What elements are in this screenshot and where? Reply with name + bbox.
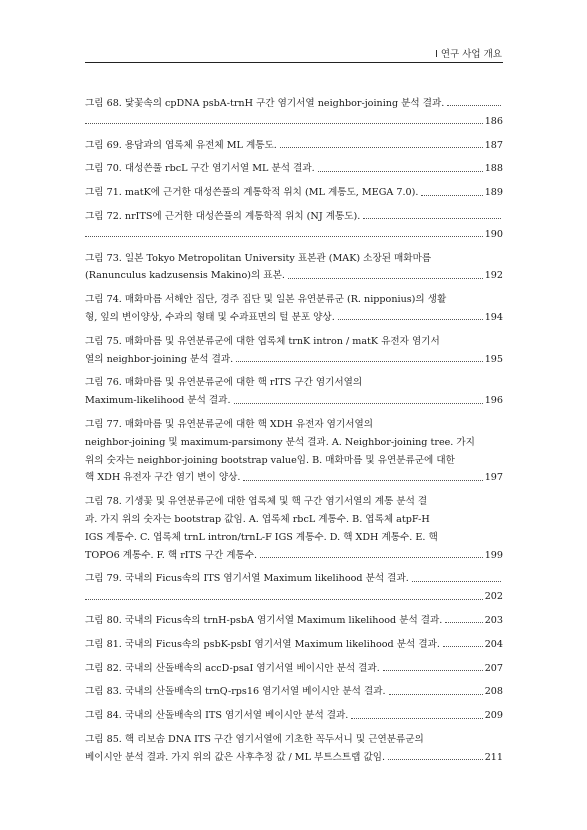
page-number: 209: [484, 710, 503, 722]
toc-entry-text: 그림 81. 국내의 Ficus속의 psbK-psbI 염기서열 Maximum likelihood 분석 결과.: [85, 638, 440, 650]
toc-entry-text: 그림 75. 매화마름 및 유연분류군에 대한 엽록체 trnK intron / matK 유전자 염기서: [85, 335, 440, 347]
toc-entry-text: 그림 83. 국내의 산돌배속의 trnQ-rps16 염기서열 베이시안 분석 결과.: [85, 686, 386, 698]
toc-entry[interactable]: [85, 291, 503, 327]
dot-leader: [288, 278, 483, 279]
toc-entry-text: Maximum-likelihood 분석 결과.: [85, 395, 231, 407]
dot-leader: [85, 236, 483, 237]
toc-entry-text: 그림 69. 용담과의 엽록체 유전체 ML 계통도.: [85, 139, 277, 151]
toc-entry-text: 그림 74. 매화마름 서해안 집단, 경주 집단 및 일본 유연분류군 (R. nipponius)의 생활: [85, 294, 447, 306]
toc-entry[interactable]: [85, 250, 503, 286]
toc-entry-text: (Ranunculus kadzusensis Makino)의 표본.: [85, 270, 285, 282]
toc-entry-text: 그림 70. 대성쓴풀 rbcL 구간 염기서열 ML 분석 결과.: [85, 163, 315, 175]
toc-entry[interactable]: [85, 636, 503, 654]
toc-entry[interactable]: [85, 731, 503, 767]
toc-entry-text: [85, 208, 503, 226]
page-number: 188: [484, 163, 503, 175]
toc-entry-text: 그림 77. 매화마름 및 유연분류군에 대한 핵 XDH 유전자 염기서열의: [85, 418, 374, 430]
dot-leader: [445, 622, 482, 623]
toc-entry-text: 그림 84. 국내의 산돌배속의 ITS 염기서열 베이시안 분석 결과.: [85, 710, 349, 722]
page-number: 194: [484, 311, 503, 323]
toc-entry[interactable]: [85, 160, 503, 178]
toc-entry[interactable]: [85, 95, 503, 131]
toc-entry[interactable]: [85, 707, 503, 725]
toc-entry-text: 그림 76. 매화마름 및 유연분류군에 대한 핵 rITS 구간 염기서열의: [85, 377, 363, 389]
toc-entry-text: 열의 neighbor-joining 분석 결과.: [85, 353, 234, 365]
header-rule: [85, 62, 503, 63]
toc-entry[interactable]: [85, 683, 503, 701]
page-number: 192: [484, 270, 503, 282]
page-number: 189: [484, 187, 503, 199]
dot-leader: [383, 670, 483, 671]
toc-entry-text: 그림 72. nrITS에 근거한 대성쓴풀의 계통학적 위치 (NJ 계통도).: [85, 210, 361, 222]
toc-entry[interactable]: [85, 137, 503, 155]
toc-entry-text: TOPO6 계통수. F. 핵 rITS 구간 계통수.: [85, 549, 258, 561]
dot-leader: [338, 319, 483, 320]
toc-entry[interactable]: [85, 570, 503, 606]
toc-entry[interactable]: [85, 208, 503, 244]
dot-leader: [389, 694, 483, 695]
toc-entry-text: 그림 82. 국내의 산돌배속의 accD-psaI 염기서열 베이시안 분석 결과.: [85, 662, 380, 674]
toc-entry-text: 그림 73. 일본 Tokyo Metropolitan University 표본관 (MAK) 소장된 매화마름: [85, 252, 432, 264]
toc-entry-text: 그림 85. 핵 리보솜 DNA ITS 구간 염기서열에 기초한 꼭두서니 및 근연분류군의: [85, 733, 424, 745]
dot-leader: [85, 123, 483, 124]
toc-entry[interactable]: [85, 660, 503, 678]
dot-leader: [351, 718, 482, 719]
toc-entry-text: [85, 570, 503, 588]
page-number: 208: [484, 686, 503, 698]
page-number: 197: [484, 472, 503, 484]
toc-entry-text: IGS 계통수. C. 엽록체 trnL intron/trnL-F IGS 계통수. D. 핵 XDH 계통수. E. 핵: [85, 531, 438, 543]
toc-entry[interactable]: [85, 416, 503, 487]
dot-leader: [280, 147, 483, 148]
toc-entry-text: 핵 XDH 유전자 구간 염기 변이 양상.: [85, 472, 241, 484]
dot-leader: [85, 599, 483, 600]
page-number: 202: [484, 591, 503, 603]
page-number: 203: [484, 614, 503, 626]
dot-leader: [243, 480, 482, 481]
toc-entry-text: 그림 80. 국내의 Ficus속의 trnH-psbA 염기서열 Maximum likelihood 분석 결과.: [85, 614, 443, 626]
toc-entry-text: 그림 68. 닻꽃속의 cpDNA psbA-trnH 구간 염기서열 neighbor-joining 분석 결과.: [85, 98, 445, 109]
dot-leader: [234, 403, 483, 404]
dot-leader: [318, 171, 483, 172]
dot-leader: [363, 218, 501, 219]
page-number: 211: [484, 751, 503, 763]
dot-leader: [447, 105, 501, 106]
page-number: 207: [484, 662, 503, 674]
toc-entry[interactable]: [85, 374, 503, 410]
toc-entry-text: 위의 숫자는 neighbor-joining bootstrap value임. B. 매화마름 및 유연분류군에 대한: [85, 454, 455, 466]
toc-entry[interactable]: [85, 493, 503, 564]
toc-entry-text: [85, 95, 503, 113]
toc-entry-text: 베이시안 분석 결과. 가지 위의 값은 사후추정 값 / ML 부트스트랩 값임.: [85, 751, 386, 763]
page-number: 195: [484, 353, 503, 365]
page-number: 190: [484, 228, 503, 240]
dot-leader: [260, 557, 483, 558]
toc-entry-text: 형, 잎의 변이양상, 수과의 형태 및 수과표면의 털 분포 양상.: [85, 311, 335, 323]
dot-leader: [421, 195, 482, 196]
dot-leader: [236, 361, 483, 362]
dot-leader: [412, 581, 501, 582]
toc-entry-text: 그림 79. 국내의 Ficus속의 ITS 염기서열 Maximum likelihood 분석 결과.: [85, 573, 409, 585]
page-number: 186: [484, 115, 503, 127]
page-number: 199: [484, 549, 503, 561]
toc-entry[interactable]: [85, 333, 503, 369]
page-number: 204: [484, 638, 503, 650]
toc-entry-text: neighbor-joining 및 maximum-parsimony 분석 결과. A. Neighbor-joining tree. 가지: [85, 436, 475, 448]
toc-entry-text: 과. 가지 위의 숫자는 bootstrap 값임. A. 엽록체 rbcL 계통수. B. 엽록체 atpF-H: [85, 513, 430, 525]
toc-entry[interactable]: [85, 184, 503, 202]
dot-leader: [443, 646, 483, 647]
figure-list: [85, 95, 503, 773]
section-header: Ⅰ 연구 사업 개요: [435, 49, 502, 60]
dot-leader: [388, 759, 483, 760]
toc-entry-text: 그림 78. 기생꽃 및 유연분류군에 대한 엽록체 및 핵 구간 염기서열의 계통 분석 결: [85, 496, 428, 508]
page-number: 196: [484, 395, 503, 407]
toc-entry[interactable]: [85, 612, 503, 630]
page-number: 187: [484, 139, 503, 151]
toc-entry-text: 그림 71. matK에 근거한 대성쓴풀의 계통학적 위치 (ML 계통도, MEGA 7.0).: [85, 187, 419, 199]
